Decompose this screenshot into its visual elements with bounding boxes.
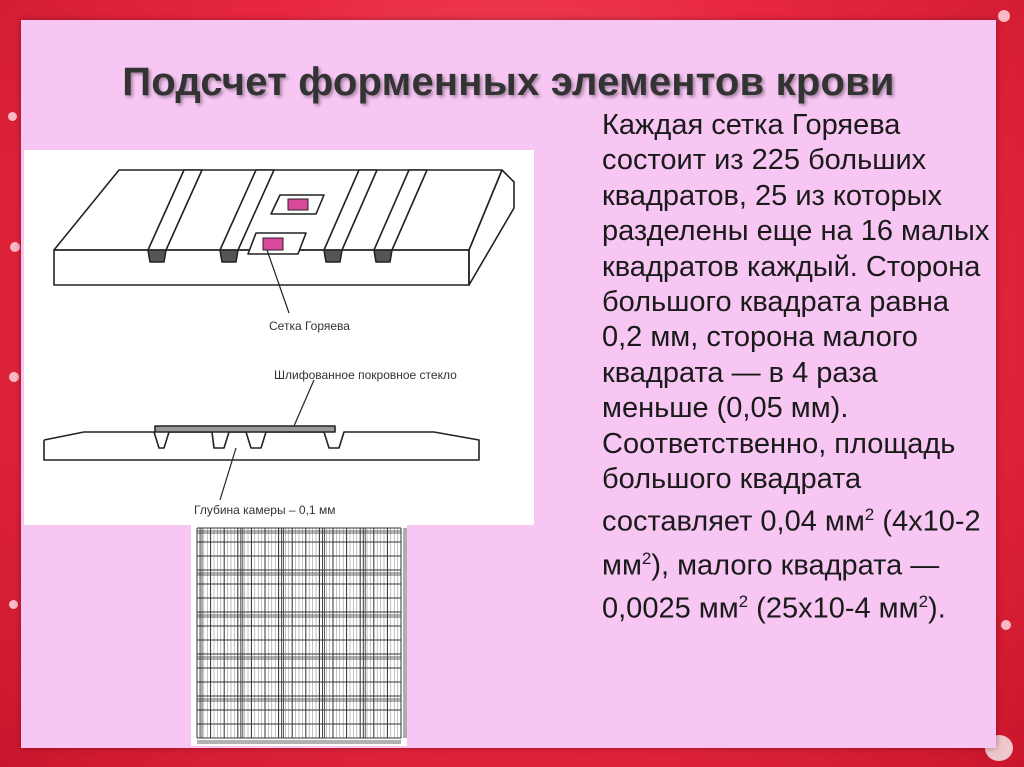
decor-dot bbox=[10, 242, 20, 252]
paragraph-text-4: (25х10-4 мм bbox=[748, 592, 919, 625]
paragraph-text-2: (4х10-2 мм bbox=[602, 506, 981, 582]
decor-dot bbox=[998, 10, 1010, 22]
slide bbox=[21, 20, 996, 748]
label-cover-glass: Шлифованное покровное стекло bbox=[274, 368, 457, 382]
superscript-2: 2 bbox=[641, 548, 652, 568]
superscript-4: 2 bbox=[918, 591, 929, 611]
goryaev-grid-image bbox=[191, 520, 407, 746]
decor-dot bbox=[1001, 620, 1011, 630]
counting-chamber-illustration bbox=[24, 150, 534, 525]
description-paragraph bbox=[602, 108, 992, 627]
decor-dot bbox=[9, 600, 18, 609]
goryaev-grid-drawing bbox=[191, 520, 407, 746]
paragraph-text-1: Каждая сетка Горяева состоит из 225 больших квадратов, 25 из которых разделены еще на 16 малых квадратов каждый. Сторона большого квадрата равна 0,2 мм, сторона малого квадрата — в 4 раза меньше (0,05 мм). Соответственно, площадь большого квадрата составляет 0,04 мм bbox=[602, 109, 990, 539]
label-chamber-depth: Глубина камеры – 0,1 мм bbox=[194, 503, 336, 517]
label-goryaev-grid: Сетка Горяева bbox=[269, 319, 350, 333]
decor-dot bbox=[9, 372, 19, 382]
paragraph-text-5: ). bbox=[928, 592, 946, 625]
counting-chamber-drawing bbox=[24, 150, 534, 525]
superscript-1: 2 bbox=[864, 505, 875, 525]
slide-title: Подсчет форменных элементов крови bbox=[122, 60, 895, 104]
paragraph-text-3: ), малого квадрата — 0,0025 мм bbox=[602, 549, 940, 625]
superscript-3: 2 bbox=[738, 591, 749, 611]
decor-dot bbox=[8, 112, 17, 121]
